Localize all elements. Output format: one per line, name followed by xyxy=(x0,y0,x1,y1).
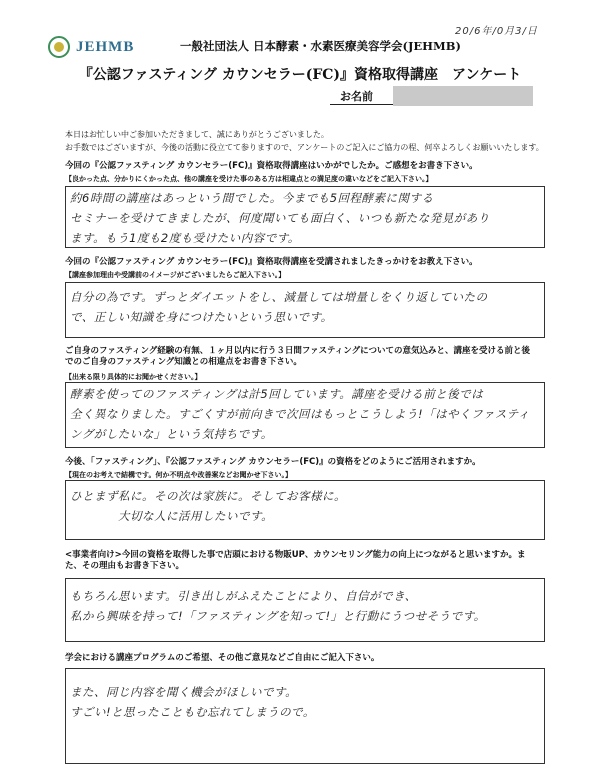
answer-line: 大切な人に活用したいです。 xyxy=(70,509,274,523)
answer-3 xyxy=(70,384,540,444)
logo-emblem-icon xyxy=(48,36,70,58)
question-1: 今回の『公認ファスティング カウンセラー(FC)』資格取得講座はいかがでしたか。ご感想をお書き下さい。 xyxy=(65,161,478,171)
question-4-hint: 【現在のお考えで結構です。何か不明点や改善案などお聞かせ下さい。】 xyxy=(65,471,292,479)
question-3: ご自身のファスティング経験の有無、１ヶ月以内に行う３日間ファスティングについての意気込みと、講座を受ける前と後でのご自身のファスティング知識との相違点をお書き下さい。 xyxy=(65,346,530,367)
answer-line: で、正しい知識を身につけたいという思いです。 xyxy=(70,310,333,324)
answer-line: 自分の為です。ずっとダイエットをし、減量しては増量しをくり返していたの xyxy=(70,290,488,304)
answer-6 xyxy=(70,682,540,722)
answer-5 xyxy=(70,586,540,626)
answer-line: ングがしたいな」という気持ちです。 xyxy=(70,427,273,441)
intro-line: 本日はお忙しい中ご参加いただきまして、誠にありがとうございました。 xyxy=(65,130,329,139)
answer-1 xyxy=(70,188,540,248)
answer-line: 私から興味を持って!「ファスティングを知って!」と行動にうつせそうです。 xyxy=(70,609,486,623)
date-handwritten: 20/6年/0月3/日 xyxy=(455,26,538,37)
page-title: 『公認ファスティング カウンセラー(FC)』資格取得講座 アンケート xyxy=(78,67,522,83)
answer-4 xyxy=(70,486,540,526)
answer-line: すごい!と思ったこともむ忘れてしまうので。 xyxy=(70,705,315,719)
question-1-hint: 【良かった点、分かりにくかった点、他の講座を受けた事のある方は相違点との満足度の違いなどをご記入下さい。】 xyxy=(65,175,433,183)
intro-text xyxy=(65,128,545,154)
jehmb-logo xyxy=(48,34,178,62)
answer-line: 全く異なりました。すごくすが前向きで次回はもっとこうしよう!「はやくファスティ xyxy=(70,407,530,421)
answer-2 xyxy=(70,287,540,327)
answer-line: 酵素を使ってのファスティングは計5回しています。講座を受ける前と後では xyxy=(70,387,484,401)
organization-name: 一般社団法人 日本酵素・水素医療美容学会(JEHMB) xyxy=(180,39,461,53)
answer-line: ます。もう1度も2度も受けたい内容です。 xyxy=(70,231,300,245)
answer-line: 約6時間の講座はあっという間でした。今までも5回程酵素に関する xyxy=(70,191,434,205)
question-5: <事業者向け>今回の資格を取得した事で店頭における物販UP、カウンセリング能力の向上につながると思いますか。また、その理由もお書き下さい。 xyxy=(65,550,526,571)
question-3-hint: 【出来る限り具体的にお聞かせください。】 xyxy=(65,373,202,381)
question-4: 今後、「ファスティング」、『公認ファスティング カウンセラー(FC)』の資格をどのようにご活用されますか。 xyxy=(65,457,481,467)
name-redaction xyxy=(393,86,533,106)
question-6: 学会における講座プログラムのご希望、その他ご意見などご自由にご記入下さい。 xyxy=(65,653,380,663)
question-2-hint: 【講座参加理由や受講前のイメージがございましたらご記入下さい。】 xyxy=(65,271,286,279)
answer-line: セミナーを受けてきましたが、何度聞いても面白く、いつも新たな発見があり xyxy=(70,211,490,225)
answer-line: もちろん思います。引き出しがふえたことにより、自信ができ、 xyxy=(70,589,417,603)
answer-line: ひとまず私に。その次は家族に。そしてお客様に。 xyxy=(70,489,346,503)
intro-line: お手数ではございますが、今後の活動に役立てて参りますので、アンケートのご記入にご協力の程、何卒よろしくお願いいたします。 xyxy=(65,143,544,152)
logo-text: JEHMB xyxy=(76,39,135,55)
answer-line: また、同じ内容を聞く機会がほしいです。 xyxy=(70,685,298,699)
question-2: 今回の『公認ファスティング カウンセラー(FC)』資格取得講座を受講されましたきっかけをお教え下さい。 xyxy=(65,257,478,267)
name-label: お名前 xyxy=(340,90,373,103)
